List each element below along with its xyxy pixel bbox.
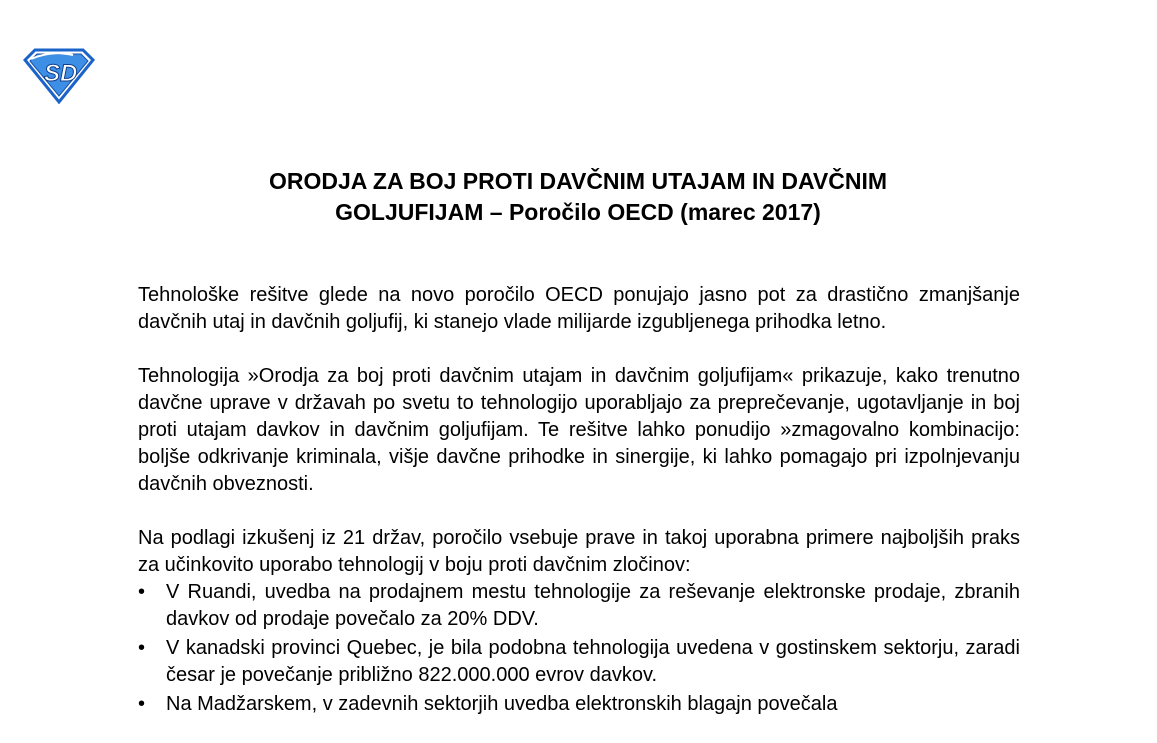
list-item-text: V Ruandi, uvedba na prodajnem mestu tehnologije za reševanje elektronske prodaje, zbranih davkov od prodaje povečalo za 20% DDV. [166, 581, 1020, 630]
title-line-2: GOLJUFIJAM – Poročilo OECD (marec 2017) [335, 199, 821, 225]
paragraph-experience: Na podlagi izkušenj iz 21 držav, poročilo vsebuje prave in takoj uporabna primere najboljših praks za učinkovito uporabo tehnologij v boju proti davčnim zločinov: [138, 527, 1020, 576]
list-item-text: V kanadski provinci Quebec, je bila podobna tehnologija uvedena v gostinskem sektorju, zaradi česar je povečanje približno 822.000.000 evrov davkov. [166, 637, 1020, 686]
bullet-icon: • [138, 581, 146, 603]
list-item [138, 635, 1020, 689]
shield-logo-icon [21, 46, 97, 104]
title-line-1: ORODJA ZA BOJ PROTI DAVČNIM UTAJAM IN DAVČNIM [268, 168, 888, 194]
list-item [138, 579, 1020, 633]
sd-shield-logo [21, 46, 97, 104]
bullet-icon: • [138, 693, 146, 715]
document-body [138, 282, 1020, 720]
paragraph-intro: Tehnološke rešitve glede na novo poročilo OECD ponujajo jasno pot za drastično zmanjšanje davčnih utaj in davčnih goljufij, ki stanejo vlade milijarde izgubljenega prihodka letno. [138, 284, 1020, 333]
paragraph-technology: Tehnologija »Orodja za boj proti davčnim utajam in davčnim goljufijam« prikazuje, kako trenutno davčne uprave v državah po svetu to tehnologijo uporabljajo za preprečevanje, ugotavljanje in boj proti utajam davkov in davčnim goljufijam. Te rešitve lahko ponudijo »zmagovalno kombinacijo: boljše odkrivanje kriminala, višje davčne prihodke in sinergije, ki lahko pomagajo pri izpolnjevanju davčnih obveznosti. [138, 365, 1020, 495]
list-item-text: Na Madžarskem, v zadevnih sektorjih uvedba elektronskih blagajn povečala [166, 693, 838, 715]
bullet-icon: • [138, 637, 146, 659]
examples-list [138, 579, 1020, 718]
list-item [138, 691, 1020, 718]
logo-lettering: SD [44, 60, 78, 87]
document-title [120, 166, 1036, 228]
